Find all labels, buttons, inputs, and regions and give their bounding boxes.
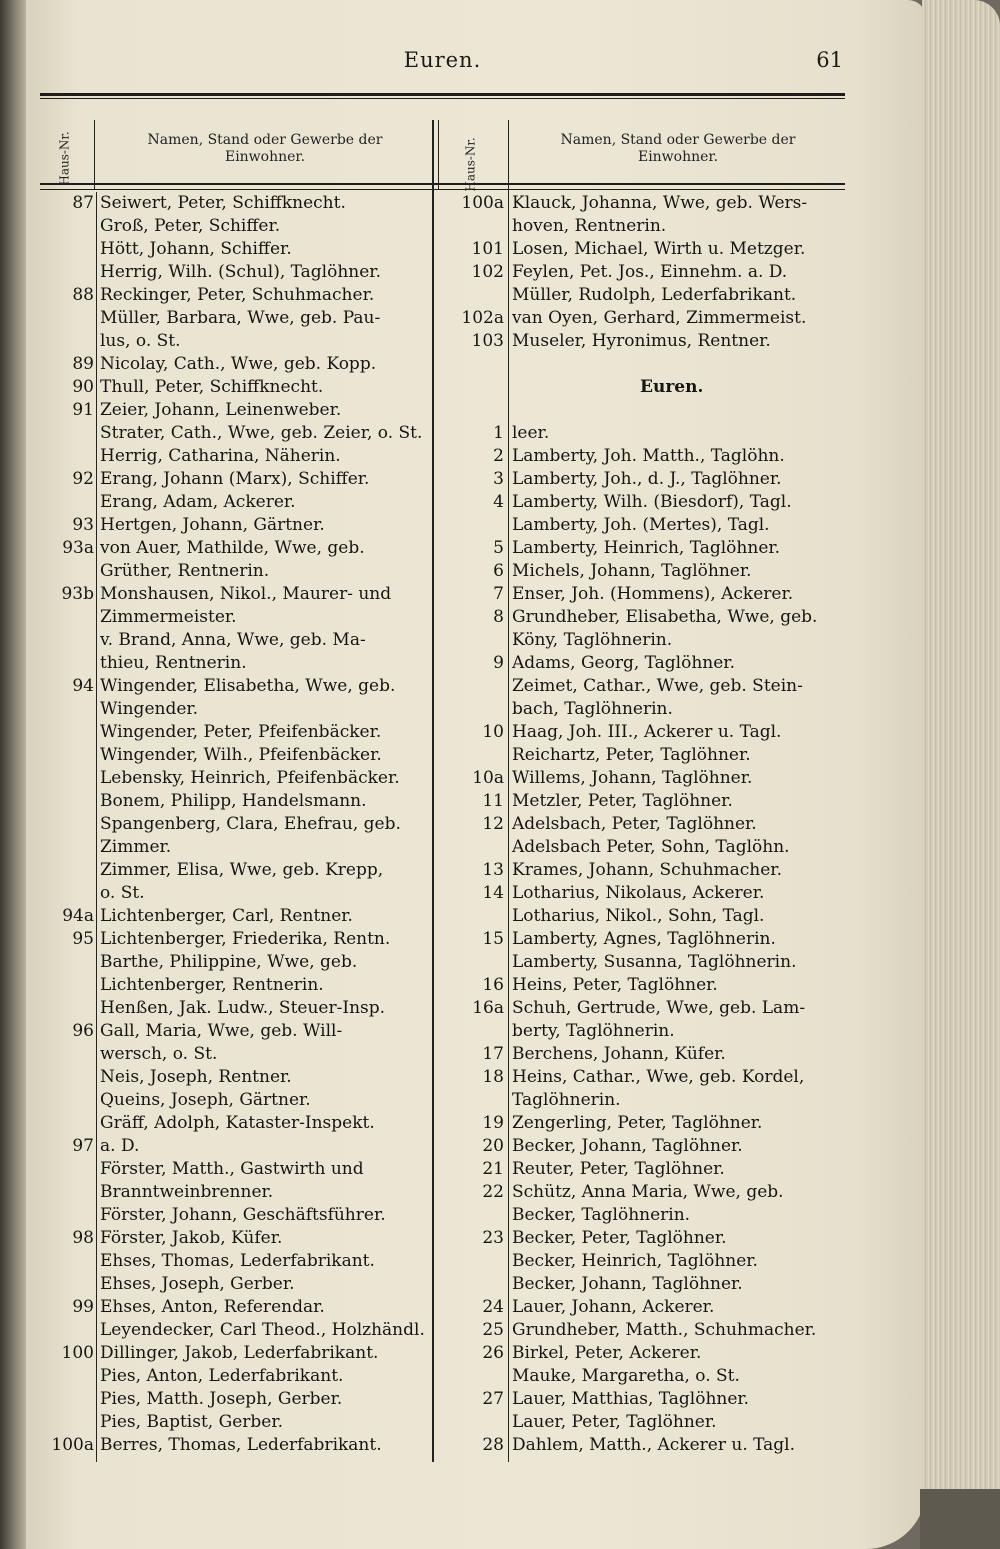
entry-row [440,1066,850,1089]
entry-row [440,813,850,836]
resident-entry: Leyendecker, Carl Theod., Holzhändl. [100,1320,425,1340]
resident-entry: Erang, Johann (Marx), Schiffer. [100,469,370,489]
resident-entry: Lamberty, Agnes, Taglöhnerin. [512,929,776,949]
house-number: 3 [493,469,504,489]
resident-entry: Lamberty, Joh. Matth., Taglöhn. [512,446,785,466]
entry-row [40,1158,432,1181]
house-number: 28 [482,1435,504,1455]
right-number-header: Haus-Nr. [463,137,478,192]
resident-entry: Mauke, Margaretha, o. St. [512,1366,740,1386]
house-number: 4 [493,492,504,512]
resident-entry: Ehses, Thomas, Lederfabrikant. [100,1251,375,1271]
entry-row [440,767,850,790]
resident-entry: Lauer, Matthias, Taglöhner. [512,1389,750,1409]
left-column-entries [40,192,432,1457]
resident-entry: hoven, Rentnerin. [512,216,667,236]
center-column-divider-thin [438,120,439,190]
resident-entry: Krames, Johann, Schuhmacher. [512,860,782,880]
house-number: 2 [493,446,504,466]
house-number: 94a [62,906,94,926]
resident-entry: Müller, Barbara, Wwe, geb. Pau- [100,308,381,328]
resident-entry: Lamberty, Joh. (Mertes), Tagl. [512,515,770,535]
house-number: 90 [72,377,94,397]
entry-row [440,284,850,307]
entry-row [40,583,432,606]
entry-row [440,1434,850,1457]
resident-entry: a. D. [100,1136,140,1156]
entry-row [440,445,850,468]
entry-row [40,1043,432,1066]
entry-row [40,974,432,997]
house-number: 6 [493,561,504,581]
entry-row [440,1112,850,1135]
resident-entry: Lamberty, Heinrich, Taglöhner. [512,538,781,558]
resident-entry: Lauer, Johann, Ackerer. [512,1297,715,1317]
entry-row [440,859,850,882]
entry-row [40,422,432,445]
resident-entry: v. Brand, Anna, Wwe, geb. Ma- [100,630,366,650]
resident-entry: Taglöhnerin. [512,1090,621,1110]
entry-row [40,1089,432,1112]
resident-entry: Gall, Maria, Wwe, geb. Will- [100,1021,343,1041]
resident-entry: wersch, o. St. [100,1044,218,1064]
resident-entry: o. St. [100,883,145,903]
resident-entry: Becker, Heinrich, Taglöhner. [512,1251,758,1271]
resident-entry: Köny, Taglöhnerin. [512,630,673,650]
entry-row [40,307,432,330]
entry-row [440,1181,850,1204]
resident-entry: Berres, Thomas, Lederfabrikant. [100,1435,382,1455]
entry-row [40,675,432,698]
entry-row [440,1296,850,1319]
house-number: 10a [472,768,504,788]
entry-row [440,1319,850,1342]
entry-row [440,376,850,399]
column-header-rule [40,183,845,185]
header-rule-thick [40,93,845,96]
resident-entry: Schuh, Gertrude, Wwe, geb. Lam- [512,998,806,1018]
resident-entry: Seiwert, Peter, Schiffknecht. [100,193,346,213]
left-names-header: Namen, Stand oder Gewerbe der Einwohner. [147,132,383,165]
entry-row [440,537,850,560]
house-number: 87 [72,193,94,213]
house-number: 93a [62,538,94,558]
resident-entry: Nicolay, Cath., Wwe, geb. Kopp. [100,354,377,374]
entry-row [40,192,432,215]
house-number: 93b [61,584,94,604]
resident-entry: Müller, Rudolph, Lederfabrikant. [512,285,797,305]
entry-row [40,813,432,836]
entry-row [40,928,432,951]
resident-entry: Zeimet, Cathar., Wwe, geb. Stein- [512,676,803,696]
house-number: 88 [72,285,94,305]
entry-row [40,284,432,307]
entry-row [40,1227,432,1250]
house-number: 1 [493,423,504,443]
entry-row [40,1434,432,1457]
house-number: 16 [482,975,504,995]
resident-entry: Heins, Peter, Taglöhner. [512,975,718,995]
entry-row [40,790,432,813]
entry-row [40,836,432,859]
entry-row [440,951,850,974]
house-number: 12 [482,814,504,834]
resident-entry: Lamberty, Susanna, Taglöhnerin. [512,952,797,972]
entry-row [440,399,850,422]
entry-row [40,445,432,468]
resident-entry: Grüther, Rentnerin. [100,561,270,581]
entry-row [440,974,850,997]
resident-entry: Heins, Cathar., Wwe, geb. Kordel, [512,1067,805,1087]
entry-row [440,606,850,629]
entry-row [40,1204,432,1227]
left-number-divider-head [94,120,95,190]
resident-entry: Förster, Jakob, Küfer. [100,1228,283,1248]
house-number: 9 [493,653,504,673]
background-corner [920,1489,1000,1549]
entry-row [440,583,850,606]
entry-row [440,744,850,767]
resident-entry: Lamberty, Joh., d. J., Taglöhner. [512,469,782,489]
header-rule-thin [40,98,845,99]
resident-entry: Queins, Joseph, Gärtner. [100,1090,311,1110]
entry-row [440,1365,850,1388]
entry-row [440,422,850,445]
resident-entry: Henßen, Jak. Ludw., Steuer-Insp. [100,998,386,1018]
entry-row [440,1388,850,1411]
house-number: 13 [482,860,504,880]
house-number: 16a [472,998,504,1018]
entry-row [40,330,432,353]
resident-entry: Ehses, Anton, Referendar. [100,1297,325,1317]
entry-row [40,997,432,1020]
resident-entry: Pies, Anton, Lederfabrikant. [100,1366,344,1386]
resident-entry: Enser, Joh. (Hommens), Ackerer. [512,584,794,604]
resident-entry: Feylen, Pet. Jos., Einnehm. a. D. [512,262,788,282]
resident-entry: Lamberty, Wilh. (Biesdorf), Tagl. [512,492,792,512]
house-number: 95 [72,929,94,949]
entry-row [440,307,850,330]
page-title: Euren. [403,48,482,72]
right-names-header: Namen, Stand oder Gewerbe der Einwohner. [560,132,796,165]
entry-row [40,767,432,790]
entry-row [440,514,850,537]
resident-entry: Lichtenberger, Friederika, Rentn. [100,929,391,949]
resident-entry: von Auer, Mathilde, Wwe, geb. [100,538,365,558]
resident-entry: Willems, Johann, Taglöhner. [512,768,753,788]
resident-entry: Becker, Taglöhnerin. [512,1205,691,1225]
entry-row [40,698,432,721]
entry-row [40,215,432,238]
entry-row [440,491,850,514]
house-number: 18 [482,1067,504,1087]
resident-entry: Groß, Peter, Schiffer. [100,216,281,236]
entry-row [40,1319,432,1342]
house-number: 91 [72,400,94,420]
entry-row [40,261,432,284]
entry-row [40,951,432,974]
running-header [40,38,845,78]
resident-entry: Förster, Matth., Gastwirth und [100,1159,364,1179]
entry-row [440,836,850,859]
resident-entry: Grundheber, Elisabetha, Wwe, geb. [512,607,818,627]
resident-entry: Wingender, Peter, Pfeifenbäcker. [100,722,382,742]
resident-entry: lus, o. St. [100,331,181,351]
resident-entry: Museler, Hyronimus, Rentner. [512,331,771,351]
resident-entry: Herrig, Catharina, Näherin. [100,446,341,466]
house-number: 8 [493,607,504,627]
resident-entry: bach, Taglöhnerin. [512,699,673,719]
house-number: 24 [482,1297,504,1317]
resident-entry: Thull, Peter, Schiffknecht. [100,377,324,397]
entry-row [40,1342,432,1365]
entry-row [40,905,432,928]
entry-row [40,353,432,376]
resident-entry: thieu, Rentnerin. [100,653,247,673]
resident-entry: Birkel, Peter, Ackerer. [512,1343,702,1363]
resident-entry: Lauer, Peter, Taglöhner. [512,1412,717,1432]
resident-entry: Gräff, Adolph, Kataster-Inspekt. [100,1113,375,1133]
resident-entry: Förster, Johann, Geschäftsführer. [100,1205,386,1225]
house-number: 100a [51,1435,94,1455]
entry-row [40,882,432,905]
resident-entry: Adams, Georg, Taglöhner. [512,653,735,673]
entry-row [40,468,432,491]
entry-row [440,1204,850,1227]
entry-row [440,1250,850,1273]
entry-row [440,698,850,721]
resident-entry: Hött, Johann, Schiffer. [100,239,292,259]
entry-row [440,675,850,698]
house-number: 96 [72,1021,94,1041]
entry-row [40,537,432,560]
house-number: 19 [482,1113,504,1133]
entry-row [40,1250,432,1273]
house-number: 20 [482,1136,504,1156]
section-heading: Euren. [640,377,704,397]
center-column-divider [432,120,434,1462]
resident-entry: Metzler, Peter, Taglöhner. [512,791,733,811]
resident-entry: Wingender, Elisabetha, Wwe, geb. [100,676,396,696]
resident-entry: Ehses, Joseph, Gerber. [100,1274,295,1294]
resident-entry: Bonem, Philipp, Handelsmann. [100,791,367,811]
house-number: 93 [72,515,94,535]
house-number: 100a [461,193,504,213]
entry-row [440,1020,850,1043]
entry-row [440,330,850,353]
resident-entry: Pies, Matth. Joseph, Gerber. [100,1389,343,1409]
resident-entry: Becker, Johann, Taglöhner. [512,1274,743,1294]
entry-row [440,353,850,376]
house-number: 22 [482,1182,504,1202]
left-number-header: Haus-Nr. [57,131,72,186]
resident-entry: Lotharius, Nikolaus, Ackerer. [512,883,765,903]
resident-entry: Losen, Michael, Wirth u. Metzger. [512,239,806,259]
entry-row [40,1066,432,1089]
entry-row [440,261,850,284]
entry-row [440,905,850,928]
entry-row [40,238,432,261]
resident-entry: Becker, Peter, Taglöhner. [512,1228,727,1248]
entry-row [440,882,850,905]
resident-entry: Lebensky, Heinrich, Pfeifenbäcker. [100,768,400,788]
resident-entry: Adelsbach Peter, Sohn, Taglöhn. [512,837,790,857]
house-number: 99 [72,1297,94,1317]
resident-entry: Spangenberg, Clara, Ehefrau, geb. [100,814,401,834]
resident-entry: Herrig, Wilh. (Schul), Taglöhner. [100,262,381,282]
house-number: 11 [482,791,504,811]
resident-entry: van Oyen, Gerhard, Zimmermeist. [512,308,807,328]
house-number: 103 [471,331,504,351]
house-number: 5 [493,538,504,558]
resident-entry: Reichartz, Peter, Taglöhner. [512,745,751,765]
house-number: 21 [482,1159,504,1179]
house-number: 7 [493,584,504,604]
entry-row [40,721,432,744]
entry-row [440,215,850,238]
entry-row [40,1020,432,1043]
entry-row [440,192,850,215]
house-number: 10 [482,722,504,742]
entry-row [440,721,850,744]
house-number: 25 [482,1320,504,1340]
resident-entry: Reuter, Peter, Taglöhner. [512,1159,725,1179]
right-column-entries [440,192,850,1457]
entry-row [40,1365,432,1388]
entry-row [40,1411,432,1434]
entry-row [40,491,432,514]
resident-entry: berty, Taglöhnerin. [512,1021,675,1041]
house-number: 97 [72,1136,94,1156]
resident-entry: Klauck, Johanna, Wwe, geb. Wers- [512,193,808,213]
resident-entry: Becker, Johann, Taglöhner. [512,1136,743,1156]
house-number: 17 [482,1044,504,1064]
entry-row [40,514,432,537]
entry-row [440,652,850,675]
resident-entry: Zeier, Johann, Leinenweber. [100,400,342,420]
resident-entry: Wingender. [100,699,199,719]
resident-entry: Lotharius, Nikol., Sohn, Tagl. [512,906,765,926]
entry-row [440,629,850,652]
resident-entry: Schütz, Anna Maria, Wwe, geb. [512,1182,784,1202]
entry-row [40,1388,432,1411]
resident-entry: Grundheber, Matth., Schuhmacher. [512,1320,817,1340]
house-number: 102 [471,262,504,282]
entry-row [440,790,850,813]
resident-entry: Michels, Johann, Taglöhner. [512,561,752,581]
resident-entry: Erang, Adam, Ackerer. [100,492,296,512]
house-number: 14 [482,883,504,903]
entry-row [40,1181,432,1204]
column-header-rule-thin [40,189,845,190]
entry-row [40,1135,432,1158]
resident-entry: Dahlem, Matth., Ackerer u. Tagl. [512,1435,796,1455]
entry-row [40,560,432,583]
resident-entry: Zimmermeister. [100,607,237,627]
resident-entry: Zengerling, Peter, Taglöhner. [512,1113,763,1133]
entry-row [40,652,432,675]
entry-row [440,1411,850,1434]
resident-entry: Dillinger, Jakob, Lederfabrikant. [100,1343,379,1363]
resident-entry: Monshausen, Nikol., Maurer- und [100,584,392,604]
house-number: 101 [471,239,504,259]
resident-entry: Hertgen, Johann, Gärtner. [100,515,325,535]
house-number: 27 [482,1389,504,1409]
entry-row [440,997,850,1020]
house-number: 102a [461,308,504,328]
entry-row [40,376,432,399]
house-number: 23 [482,1228,504,1248]
entry-row [40,399,432,422]
house-number: 100 [61,1343,94,1363]
entry-row [40,629,432,652]
entry-row [40,606,432,629]
page-edge-stack [922,0,1000,1549]
entry-row [440,238,850,261]
resident-entry: Lichtenberger, Carl, Rentner. [100,906,353,926]
resident-entry: Branntweinbrenner. [100,1182,274,1202]
entry-row [440,928,850,951]
resident-entry: Strater, Cath., Wwe, geb. Zeier, o. St. [100,423,423,443]
entry-row [440,1227,850,1250]
resident-entry: Reckinger, Peter, Schuhmacher. [100,285,375,305]
house-number: 26 [482,1343,504,1363]
house-number: 94 [72,676,94,696]
resident-entry: Zimmer, Elisa, Wwe, geb. Krepp, [100,860,384,880]
entry-row [40,1112,432,1135]
entry-row [40,1296,432,1319]
entry-row [440,1089,850,1112]
resident-entry: Lichtenberger, Rentnerin. [100,975,324,995]
entry-row [440,560,850,583]
house-number: 89 [72,354,94,374]
entry-row [440,1135,850,1158]
entry-row [40,859,432,882]
resident-entry: Pies, Baptist, Gerber. [100,1412,283,1432]
resident-entry: leer. [512,423,550,443]
resident-entry: Adelsbach, Peter, Taglöhner. [512,814,757,834]
entry-row [440,1342,850,1365]
entry-row [440,1273,850,1296]
entry-row [440,1043,850,1066]
resident-entry: Haag, Joh. III., Ackerer u. Tagl. [512,722,782,742]
resident-entry: Zimmer. [100,837,172,857]
house-number: 92 [72,469,94,489]
entry-row [40,744,432,767]
page-number: 61 [816,48,843,72]
house-number: 15 [482,929,504,949]
entry-row [440,1158,850,1181]
house-number: 98 [72,1228,94,1248]
resident-entry: Barthe, Philippine, Wwe, geb. [100,952,358,972]
resident-entry: Neis, Joseph, Rentner. [100,1067,292,1087]
entry-row [40,1273,432,1296]
resident-entry: Berchens, Johann, Küfer. [512,1044,726,1064]
entry-row [440,468,850,491]
resident-entry: Wingender, Wilh., Pfeifenbäcker. [100,745,382,765]
